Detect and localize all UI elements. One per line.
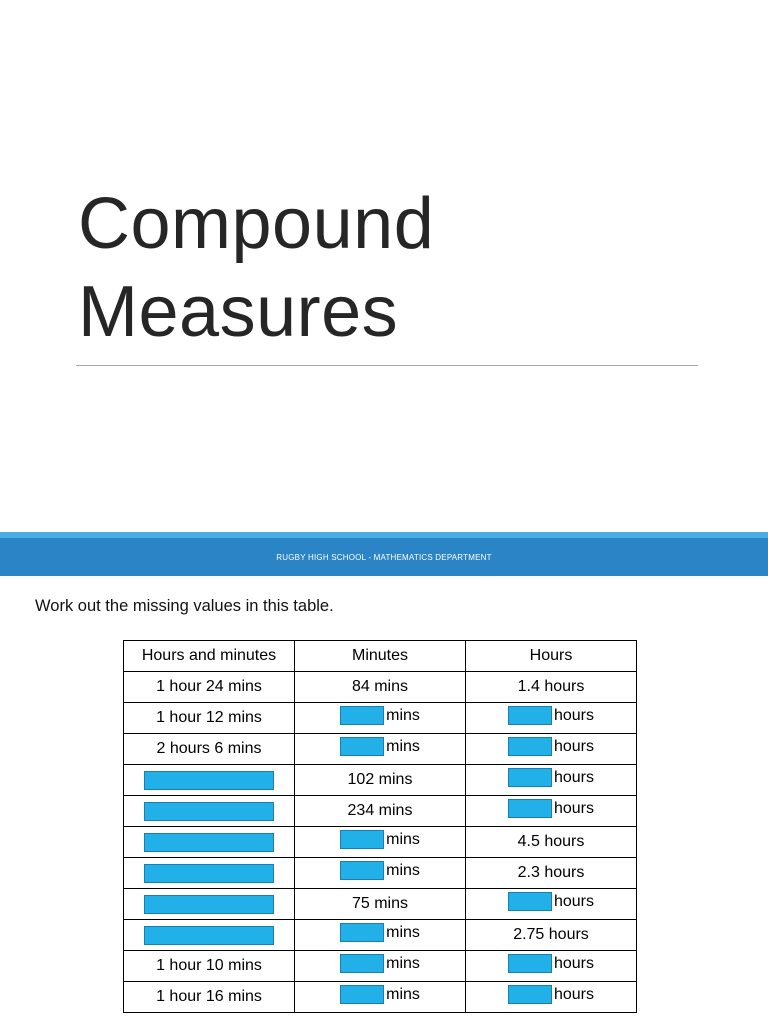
unit-label: hours (553, 768, 595, 786)
answer-box[interactable] (340, 923, 384, 942)
cell-hours (466, 765, 637, 796)
answer-box[interactable] (508, 954, 552, 973)
unit-label: hours (553, 892, 595, 910)
table-row (124, 734, 637, 765)
cell-minutes (295, 827, 466, 858)
answer-box[interactable] (340, 954, 384, 973)
table-header-row (124, 641, 637, 672)
table-row (124, 703, 637, 734)
cell-hm (124, 920, 295, 951)
table-row (124, 982, 637, 1013)
cell-minutes: 75 mins (295, 889, 466, 920)
header-minutes: Minutes (295, 641, 466, 672)
cell-hm: 1 hour 10 mins (124, 951, 295, 982)
footer-text: RUGBY HIGH SCHOOL - MATHEMATICS DEPARTMENT (276, 553, 492, 562)
unit-label: mins (386, 830, 420, 848)
header-hours: Hours (466, 641, 637, 672)
cell-hours: 2.75 hours (466, 920, 637, 951)
unit-label: hours (553, 985, 595, 1003)
answer-box[interactable] (144, 864, 274, 883)
answer-box[interactable] (144, 926, 274, 945)
unit-label: mins (386, 706, 420, 724)
cell-hm: 2 hours 6 mins (124, 734, 295, 765)
answer-box[interactable] (508, 892, 552, 911)
conversion-table (123, 640, 637, 1013)
cell-minutes (295, 858, 466, 889)
cell-minutes (295, 951, 466, 982)
answer-box[interactable] (508, 799, 552, 818)
table-row (124, 827, 637, 858)
cell-hours: 1.4 hours (466, 672, 637, 703)
table-row (124, 951, 637, 982)
answer-box[interactable] (144, 895, 274, 914)
cell-hours: 4.5 hours (466, 827, 637, 858)
unit-label: hours (553, 706, 595, 724)
cell-hm (124, 889, 295, 920)
cell-hours (466, 703, 637, 734)
cell-hours (466, 889, 637, 920)
table-row (124, 796, 637, 827)
cell-hours (466, 734, 637, 765)
unit-label: mins (386, 737, 420, 755)
unit-label: mins (386, 923, 420, 941)
cell-hours (466, 796, 637, 827)
answer-box[interactable] (508, 737, 552, 756)
cell-hours (466, 951, 637, 982)
table-row (124, 765, 637, 796)
cell-minutes (295, 734, 466, 765)
instruction-text: Work out the missing values in this table. (35, 597, 334, 615)
title-line-2: Measures (78, 272, 399, 352)
cell-minutes (295, 920, 466, 951)
table-row (124, 920, 637, 951)
cell-hours (466, 982, 637, 1013)
answer-box[interactable] (508, 706, 552, 725)
unit-label: hours (553, 737, 595, 755)
answer-box[interactable] (508, 985, 552, 1004)
answer-box[interactable] (340, 861, 384, 880)
answer-box[interactable] (144, 833, 274, 852)
cell-hm: 1 hour 24 mins (124, 672, 295, 703)
cell-hm (124, 827, 295, 858)
cell-hm: 1 hour 12 mins (124, 703, 295, 734)
unit-label: hours (553, 954, 595, 972)
cell-minutes: 234 mins (295, 796, 466, 827)
cell-minutes: 102 mins (295, 765, 466, 796)
table-row (124, 672, 637, 703)
cell-hm (124, 765, 295, 796)
cell-hm (124, 796, 295, 827)
answer-box[interactable] (508, 768, 552, 787)
cell-hm: 1 hour 16 mins (124, 982, 295, 1013)
cell-hours: 2.3 hours (466, 858, 637, 889)
answer-box[interactable] (340, 985, 384, 1004)
answer-box[interactable] (144, 802, 274, 821)
unit-label: mins (386, 861, 420, 879)
title-line-1: Compound (78, 184, 435, 264)
answer-box[interactable] (340, 830, 384, 849)
cell-hm (124, 858, 295, 889)
unit-label: hours (553, 799, 595, 817)
table-row (124, 889, 637, 920)
cell-minutes (295, 703, 466, 734)
answer-box[interactable] (144, 771, 274, 790)
unit-label: mins (386, 954, 420, 972)
answer-box[interactable] (340, 706, 384, 725)
footer-stripe (0, 532, 768, 538)
answer-box[interactable] (340, 737, 384, 756)
unit-label: mins (386, 985, 420, 1003)
table-row (124, 858, 637, 889)
title-divider (76, 365, 698, 366)
cell-minutes: 84 mins (295, 672, 466, 703)
cell-minutes (295, 982, 466, 1013)
header-hours-and-minutes: Hours and minutes (124, 641, 295, 672)
slide-title (78, 180, 434, 356)
